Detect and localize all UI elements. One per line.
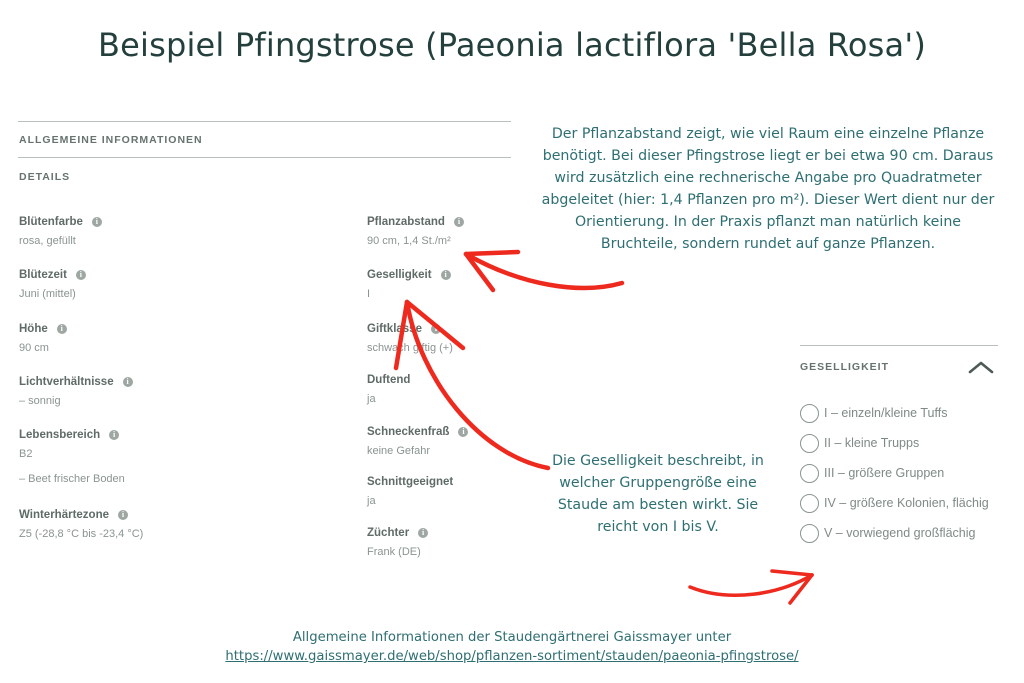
detail-value: – sonnig xyxy=(19,395,61,407)
option-label: III – größere Gruppen xyxy=(824,466,945,480)
geselligkeit-filter-header[interactable] xyxy=(800,360,998,374)
detail-bluetezeit xyxy=(19,267,86,302)
geselligkeit-filter xyxy=(800,345,998,548)
geselligkeit-option-3[interactable] xyxy=(800,458,998,488)
detail-zuechter xyxy=(367,525,428,560)
detail-value: keine Gefahr xyxy=(367,445,430,457)
info-icon[interactable]: i xyxy=(418,528,428,538)
detail-value: ja xyxy=(367,393,376,405)
section-details[interactable]: DETAILS xyxy=(19,171,71,183)
detail-value: rosa, gefüllt xyxy=(19,235,76,247)
radio-button[interactable] xyxy=(800,404,819,423)
radio-button[interactable] xyxy=(800,434,819,453)
detail-value: Frank (DE) xyxy=(367,546,421,558)
detail-label: Giftklasse xyxy=(367,323,422,335)
detail-label: Duftend xyxy=(367,374,411,386)
callout-geselligkeit: Die Geselligkeit beschreibt, in welcher Gruppengröße eine Staude am besten wirkt. Sie reicht von I bis V. xyxy=(552,453,764,535)
detail-schneckenfrass xyxy=(367,424,468,459)
option-label: IV – größere Kolonien, flächig xyxy=(824,496,989,510)
page-title: Beispiel Pfingstrose (Paeonia lactiflora 'Bella Rosa') xyxy=(97,26,927,64)
detail-label: Schnittgeeignet xyxy=(367,476,454,488)
detail-label: Schneckenfraß xyxy=(367,426,450,438)
divider xyxy=(18,157,511,158)
detail-label: Blütenfarbe xyxy=(19,216,83,228)
detail-label: Höhe xyxy=(19,323,48,335)
divider xyxy=(18,121,511,122)
detail-label: Winterhärtezone xyxy=(19,509,109,521)
geselligkeit-option-4[interactable] xyxy=(800,488,998,518)
detail-label: Pflanzabstand xyxy=(367,216,445,228)
detail-bluetenfarbe xyxy=(19,214,102,249)
detail-value-secondary: – Beet frischer Boden xyxy=(19,473,125,485)
detail-winterhaertezone xyxy=(19,507,143,542)
info-icon[interactable]: i xyxy=(92,217,102,227)
chevron-up-icon[interactable] xyxy=(968,360,994,374)
arrow-to-pflanzabstand-icon xyxy=(466,254,622,288)
detail-schnittgeeignet xyxy=(367,474,453,509)
info-icon[interactable]: i xyxy=(76,270,86,280)
detail-value: 90 cm, 1,4 St./m² xyxy=(367,235,451,247)
detail-lebensbereich xyxy=(19,427,125,485)
detail-value: B2 xyxy=(19,448,33,460)
detail-lichtverhaeltnisse xyxy=(19,374,133,409)
detail-value: schwach giftig (+) xyxy=(367,342,453,354)
detail-pflanzabstand xyxy=(367,214,464,249)
detail-value: Z5 (-28,8 °C bis -23,4 °C) xyxy=(19,528,144,540)
info-icon[interactable]: i xyxy=(458,427,468,437)
radio-button[interactable] xyxy=(800,494,819,513)
info-icon[interactable]: i xyxy=(109,430,119,440)
detail-label: Geselligkeit xyxy=(367,269,432,281)
detail-duftend xyxy=(367,372,410,407)
footer-text: Allgemeine Informationen der Staudengärtnerei Gaissmayer unter xyxy=(292,630,732,645)
detail-value: 90 cm xyxy=(19,342,49,354)
info-icon[interactable]: i xyxy=(123,377,133,387)
option-label: I – einzeln/kleine Tuffs xyxy=(824,406,948,420)
radio-button[interactable] xyxy=(800,464,819,483)
geselligkeit-option-1[interactable] xyxy=(800,398,998,428)
geselligkeit-option-5[interactable] xyxy=(800,518,998,548)
detail-label: Lichtverhältnisse xyxy=(19,376,114,388)
detail-label: Züchter xyxy=(367,527,410,539)
detail-geselligkeit xyxy=(367,267,451,302)
geselligkeit-option-2[interactable] xyxy=(800,428,998,458)
detail-value: ja xyxy=(367,495,376,507)
option-label: II – kleine Trupps xyxy=(824,436,920,450)
info-icon[interactable]: i xyxy=(57,324,67,334)
detail-value: Juni (mittel) xyxy=(19,288,76,300)
detail-value: I xyxy=(367,288,371,300)
detail-label: Lebensbereich xyxy=(19,429,101,441)
callout-pflanzabstand: Der Pflanzabstand zeigt, wie viel Raum eine einzelne Pflanze benötigt. Bei dieser Pfingstrose liegt er bei etwa 90 cm. Daraus wird zusätzlich eine rechnerische Angabe pro Quadratmeter abgeleitet (hier: 1,4 Pflanzen pro m²). Dieser Wert dient nur der Orientierung. In der Praxis pflanzt man natürlich keine Bruchteile, sondern rundet auf ganze Pflanzen. xyxy=(541,126,995,252)
section-general-info[interactable]: ALLGEMEINE INFORMATIONEN xyxy=(19,134,203,146)
info-icon[interactable]: i xyxy=(431,324,441,334)
detail-label: Blütezeit xyxy=(19,269,67,281)
radio-button[interactable] xyxy=(800,524,819,543)
info-icon[interactable]: i xyxy=(454,217,464,227)
source-link[interactable]: https://www.gaissmayer.de/web/shop/pflanzen-sortiment/stauden/paeonia-pfingstrose/ xyxy=(225,649,799,664)
info-icon[interactable]: i xyxy=(441,270,451,280)
footer xyxy=(0,628,1024,666)
divider xyxy=(800,345,998,346)
detail-giftklasse xyxy=(367,321,453,356)
detail-hoehe xyxy=(19,321,67,356)
info-icon[interactable]: i xyxy=(118,510,128,520)
arrow-to-filter-icon xyxy=(690,575,812,595)
option-label: V – vorwiegend großflächig xyxy=(824,526,976,540)
geselligkeit-filter-title: GESELLIGKEIT xyxy=(800,361,890,373)
